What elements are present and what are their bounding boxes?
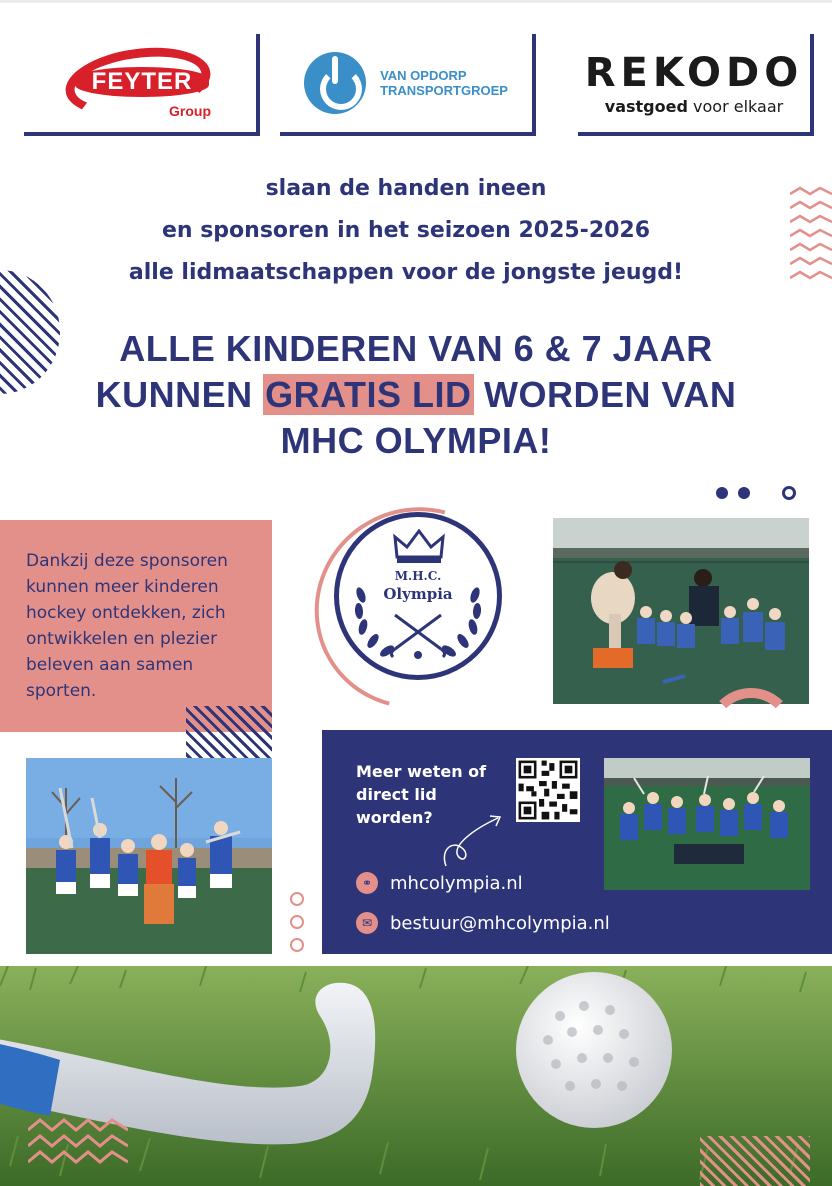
intro-line-3: alle lidmaatschappen voor de jongste jeugd! — [128, 260, 684, 285]
headline-highlight: GRATIS LID — [265, 374, 472, 415]
opdorp-logo — [304, 52, 508, 114]
sponsor-info-text: Dankzij deze sponsoren kunnen meer kinderen hockey ontdekken, zich ontwikkelen en plezier beleven aan samen sporten. — [26, 551, 228, 701]
headline-line-3: MHC OLYMPIA! — [280, 420, 552, 461]
rekodo-logo — [585, 51, 804, 116]
dots-decoration — [716, 486, 796, 500]
rekodo-name: REKODO — [584, 49, 804, 96]
club-logo — [334, 512, 502, 680]
feyter-group: Group — [169, 103, 211, 119]
rings-decoration — [290, 892, 304, 952]
sponsor-rekodo-box — [578, 34, 814, 136]
arrow-doodle-icon — [438, 810, 508, 870]
top-border — [0, 0, 832, 3]
photo-team-celebrating — [604, 758, 810, 890]
contact-email[interactable] — [356, 912, 610, 934]
sponsor-opdorp-box — [280, 34, 536, 136]
rekodo-sub-rest: voor elkaar — [687, 96, 784, 116]
headline — [0, 326, 832, 464]
globe-icon: ⚭ — [356, 872, 378, 894]
contact-website[interactable] — [356, 872, 523, 894]
email-link[interactable]: bestuur@mhcolympia.nl — [390, 912, 610, 934]
wreath-icon — [347, 545, 489, 663]
opdorp-line1: VAN OPDORP — [380, 68, 467, 83]
photo-coaches-with-kids — [553, 518, 809, 704]
qr-code[interactable] — [516, 758, 580, 822]
headline-line-2-post: WORDEN VAN — [473, 374, 737, 415]
club-logo-prefix: M.H.C. — [394, 569, 442, 583]
rekodo-sub-bold: vastgoed — [604, 96, 688, 116]
feyter-logo — [65, 43, 215, 123]
website-link[interactable]: mhcolympia.nl — [390, 872, 523, 894]
envelope-icon: ✉ — [356, 912, 378, 934]
photo-kids-posing — [26, 758, 272, 954]
sponsor-info-box — [0, 520, 272, 732]
sponsor-feyter-box — [24, 34, 260, 136]
club-logo-name: Olympia — [383, 585, 453, 603]
opdorp-line2: TRANSPORTGROEP — [380, 83, 508, 98]
headline-line-2-pre: KUNNEN — [95, 374, 264, 415]
intro-text — [0, 168, 812, 294]
striped-corner-decoration — [700, 1136, 810, 1186]
panel-question: Meer weten of direct lid worden? — [356, 762, 487, 827]
intro-line-1: slaan de handen ineen — [265, 176, 547, 201]
headline-line-1: ALLE KINDEREN VAN 6 & 7 JAAR — [119, 328, 713, 369]
feyter-name: FEYTER — [75, 67, 209, 97]
intro-line-2: en sponsoren in het seizoen 2025-2026 — [161, 218, 651, 243]
zigzag-decoration-bottom — [28, 1118, 128, 1170]
opdorp-emblem-icon — [304, 52, 366, 114]
zigzag-decoration-right — [790, 186, 832, 284]
